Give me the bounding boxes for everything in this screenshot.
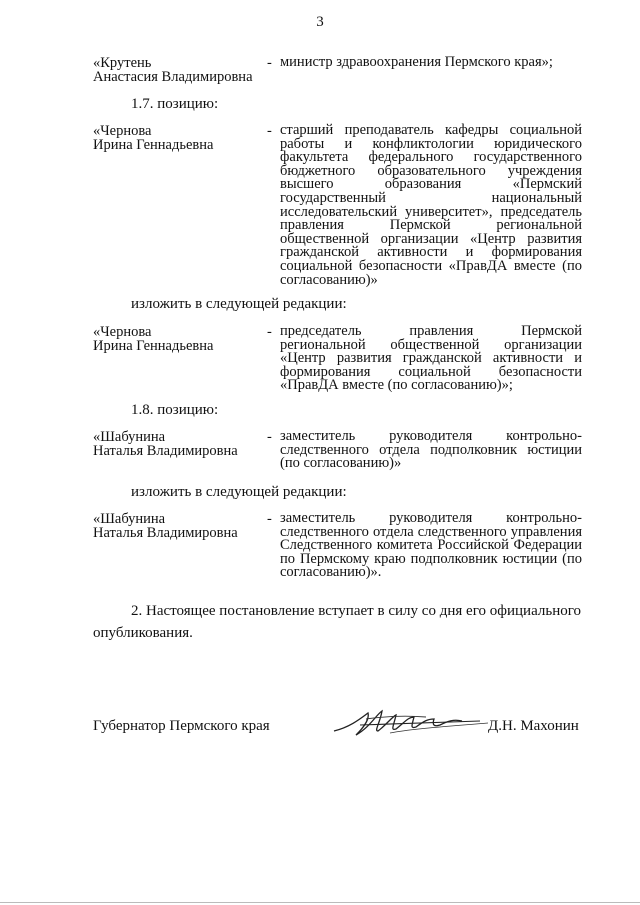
entry-name: «Шабунина Наталья Владимировна: [93, 511, 238, 541]
entry-dash: -: [267, 511, 272, 527]
entry-dash: -: [267, 429, 272, 445]
entry-name: «Чернова Ирина Геннадьевна: [93, 324, 214, 354]
entry-name: «Чернова Ирина Геннадьевна: [93, 123, 214, 153]
paragraph-edit-instruction: изложить в следующей редакции:: [131, 484, 347, 500]
page-bottom-edge: [0, 902, 640, 903]
entry-dash: -: [267, 123, 272, 139]
entry-name: «Крутень Анастасия Владимировна: [93, 55, 253, 85]
page-number: 3: [316, 14, 324, 30]
entry-description: старший преподаватель кафедры социальной работы и конфликтологии юридического факультета федерального государственного бюджетного образовательного учреждения высшего образования «Пермский государственный национальный исследовательский университет», председатель правления Пермской региональной общественной организации «Центр развития гражданской активности и формирования социальной безопасности «ПравДА вместе (по согласованию)»: [280, 122, 582, 288]
entry-dash: -: [267, 55, 272, 71]
paragraph-edit-instruction: изложить в следующей редакции:: [131, 296, 347, 312]
governor-title: Губернатор Пермского края: [93, 718, 270, 734]
paragraph-1-8: 1.8. позицию:: [131, 402, 219, 418]
handwritten-signature: [330, 705, 490, 739]
entry-description: председатель правления Пермской региональной общественной организации «Центр развития гражданской активности и формирования социальной безопасности «ПравДА вместе (по согласованию)»;: [280, 323, 582, 394]
signer-name: Д.Н. Махонин: [488, 718, 579, 734]
entry-dash: -: [267, 324, 272, 340]
entry-description: заместитель руководителя контрольно-следственного отдела подполковник юстиции (по согласованию)»: [280, 428, 582, 472]
entry-description: министр здравоохранения Пермского края»;: [280, 54, 553, 70]
entry-description: заместитель руководителя контрольно-следственного отдела следственного управления Следственного комитета Российской Федерации по Пермскому краю подполковник юстиции (по согласованию)».: [280, 510, 582, 581]
clause-2: 2. Настоящее постановление вступает в силу со дня его официального опубликования.: [93, 603, 581, 641]
entry-name: «Шабунина Наталья Владимировна: [93, 429, 238, 459]
paragraph-1-7: 1.7. позицию:: [131, 96, 219, 112]
